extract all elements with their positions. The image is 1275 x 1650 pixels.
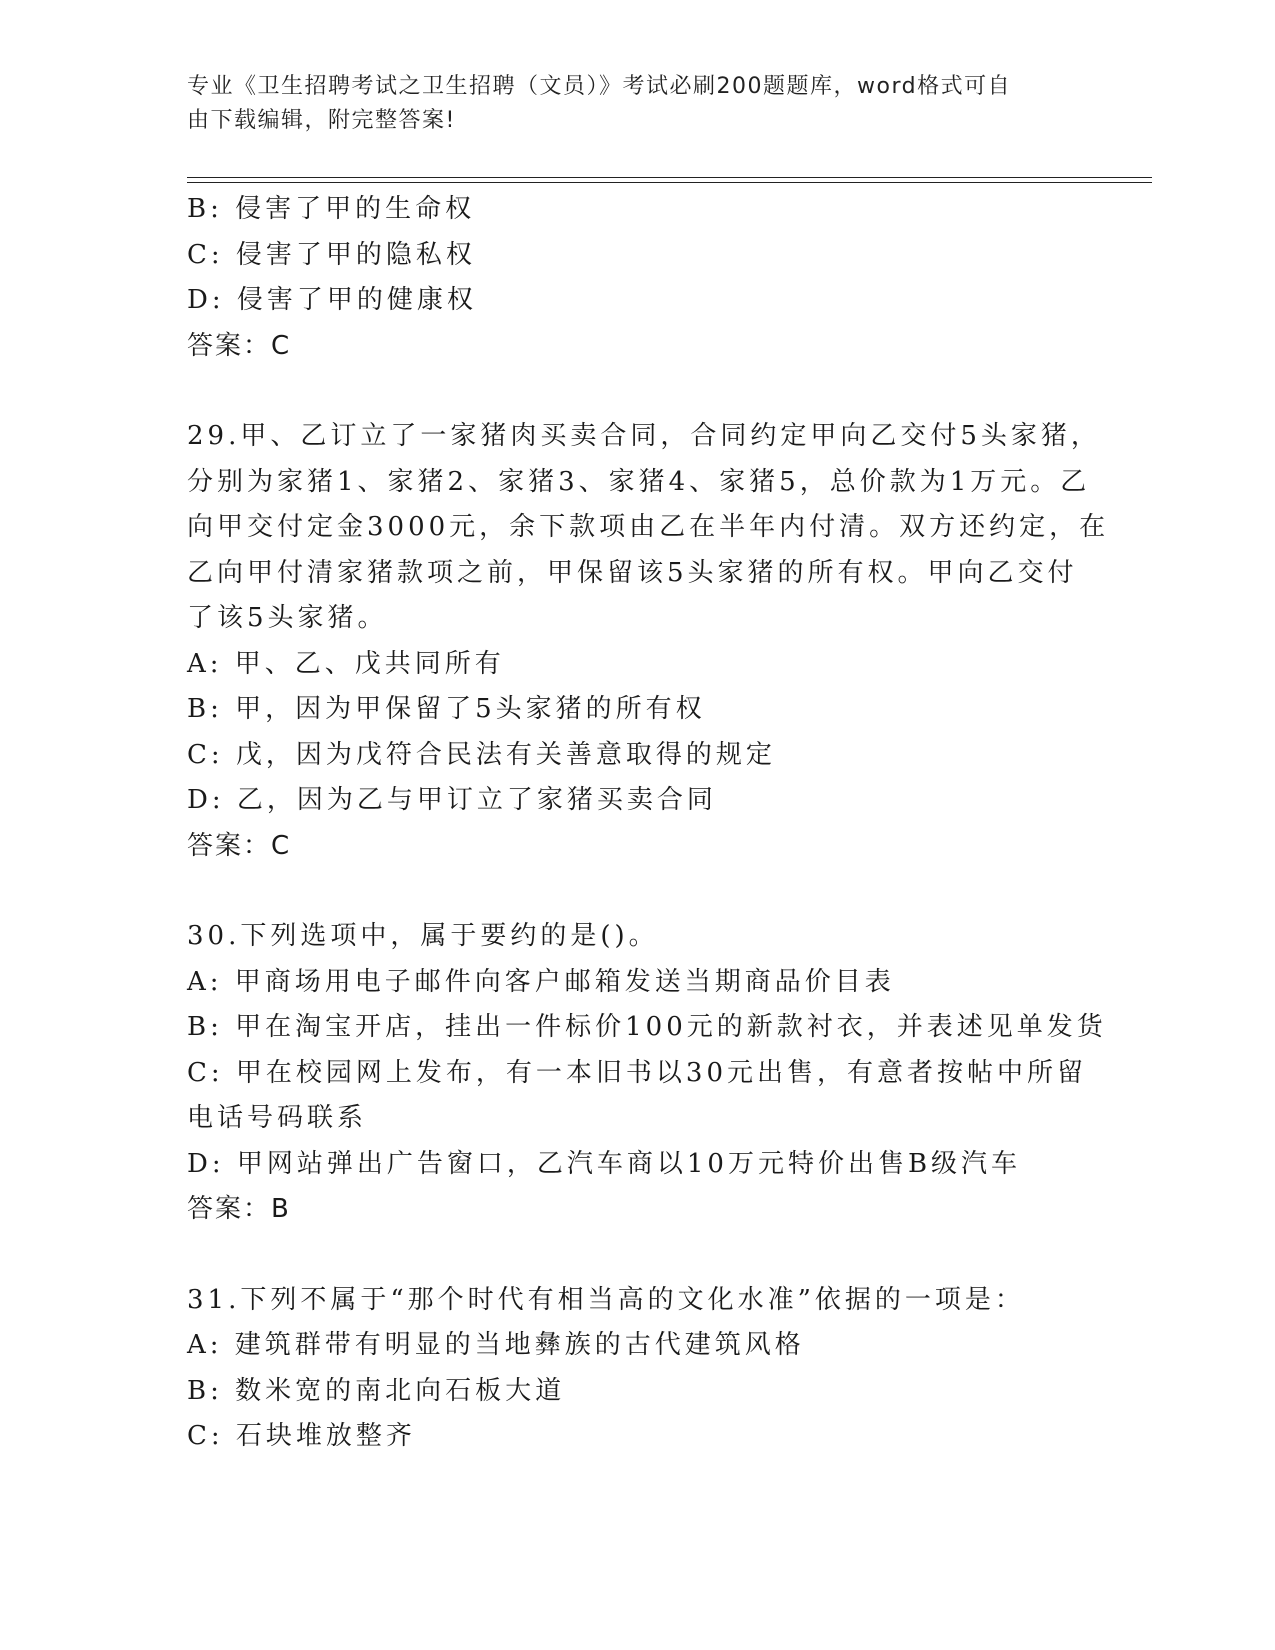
header-rule-top (187, 177, 1152, 178)
header-rule-bottom (187, 182, 1152, 183)
spacer (187, 1233, 1087, 1278)
answer-line: 答案：C (187, 830, 292, 861)
question-stem-line: 乙向甲付清家猪款项之前，甲保留该5头家猪的所有权。甲向乙交付 (187, 557, 1078, 588)
option-a: A: 甲商场用电子邮件向客户邮箱发送当期商品价目表 (187, 966, 895, 997)
question-stem-line: 了该5头家猪。 (187, 603, 388, 633)
question-stem-line: 向甲交付定金3000元，余下款项由乙在半年内付清。双方还约定，在 (187, 512, 1110, 542)
option-a: A: 甲、乙、戊共同所有 (187, 648, 505, 679)
header-line-1: 专业《卫生招聘考试之卫生招聘（文员）》考试必刷200题题库，word格式可自 (187, 74, 1012, 99)
option-d: D: 甲网站弹出广告窗口，乙汽车商以10万元特价出售B级汽车 (187, 1148, 1022, 1179)
question-29 (187, 414, 1110, 869)
question-stem-line: 29.甲、乙订立了一家猪肉买卖合同，合同约定甲向乙交付5头家猪， (187, 421, 1101, 451)
question-28 (187, 187, 1087, 369)
question-31 (187, 1278, 1087, 1460)
question-30 (187, 914, 1107, 1233)
answer-line: 答案：B (187, 1194, 291, 1224)
document-header (187, 70, 1067, 138)
question-stem: 30.下列选项中，属于要约的是()。 (187, 921, 659, 951)
option-d: D: 乙，因为乙与甲订立了家猪买卖合同 (187, 785, 717, 815)
header-line-2: 由下载编辑，附完整答案! (187, 108, 456, 133)
question-stem: 31.下列不属于“那个时代有相当高的文化水准”依据的一项是： (187, 1284, 1025, 1315)
option-b: B: 数米宽的南北向石板大道 (187, 1375, 566, 1406)
option-c: C: 甲在校园网上发布，有一本旧书以30元出售，有意者按帖中所留 (187, 1057, 1088, 1088)
option-c: C: 侵害了甲的隐私权 (187, 239, 476, 270)
option-b: B: 甲，因为甲保留了5头家猪的所有权 (187, 694, 706, 724)
option-c: C: 戊，因为戊符合民法有关善意取得的规定 (187, 739, 776, 770)
option-b: B: 甲在淘宝开店，挂出一件标价100元的新款衬衣，并表述见单发货 (187, 1012, 1107, 1042)
option-d: D: 侵害了甲的健康权 (187, 285, 477, 315)
answer-line: 答案：C (187, 330, 292, 361)
option-c-continued: 电话号码联系 (187, 1103, 368, 1133)
question-stem-line: 分别为家猪1、家猪2、家猪3、家猪4、家猪5，总价款为1万元。乙 (187, 466, 1091, 497)
option-c: C: 石块堆放整齐 (187, 1421, 416, 1451)
spacer (187, 869, 1087, 914)
spacer (187, 369, 1087, 414)
option-b: B: 侵害了甲的生命权 (187, 194, 476, 224)
option-a: A: 建筑群带有明显的当地彝族的古代建筑风格 (187, 1330, 805, 1360)
question-list (187, 187, 1110, 1460)
